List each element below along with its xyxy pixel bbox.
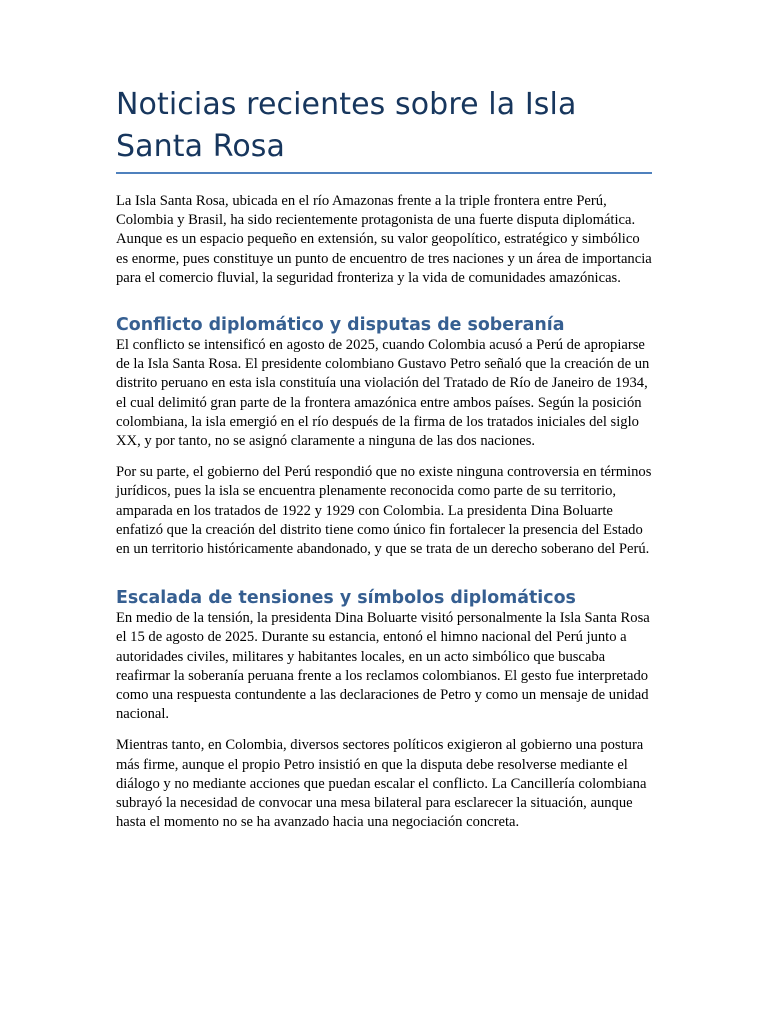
intro-paragraph: La Isla Santa Rosa, ubicada en el río Amazonas frente a la triple frontera entre Perú, Colombia y Brasil, ha sido recientemente protagonista de una fuerte disputa diplomática. Aunque es un espacio pequeño en extensión, su valor geopolítico, estratégico y simbólico es enorme, pues constituye un punto de encuentro de tres naciones y un área de importancia para el comercio fluvial, la seguridad fronteriza y la vida de comunidades amazónicas.: [116, 193, 652, 286]
section-paragraph: Mientras tanto, en Colombia, diversos sectores políticos exigieron al gobierno una postura más firme, aunque el propio Petro insistió en que la disputa debe resolverse mediante el diálogo y no mediante acciones que puedan escalar el conflicto. La Cancillería colombiana subrayó la necesidad de convocar una mesa bilateral para esclarecer la situación, aunque hasta el momento no se ha avanzado hacia una negociación concreta.: [116, 737, 647, 831]
section-paragraph: En medio de la tensión, la presidenta Dina Boluarte visitó personalmente la Isla Santa Rosa el 15 de agosto de 2025. Durante su estancia, entonó el himno nacional del Perú junto a autoridades civiles, militares y habitantes locales, en un acto simbólico que buscaba reafirmar la soberanía peruana frente a los reclamos colombianos. El gesto fue interpretado como una respuesta contundente a las declaraciones de Petro y como un mensaje de unidad nacional.: [116, 610, 650, 723]
section-paragraph: Por su parte, el gobierno del Perú respondió que no existe ninguna controversia en términos jurídicos, pues la isla se encuentra plenamente reconocida como parte de su territorio, amparada en los tratados de 1922 y 1929 con Colombia. La presidenta Dina Boluarte enfatizó que la creación del distrito tiene como único fin fortalecer la presencia del Estado en un territorio históricamente abandonado, y que se trata de un derecho soberano del Perú.: [116, 464, 652, 558]
section-heading-conflicto: Conflicto diplomático y disputas de soberanía: [116, 315, 565, 336]
document-title: Noticias recientes sobre la Isla Santa Rosa: [116, 84, 652, 174]
section-paragraph: El conflicto se intensificó en agosto de 2025, cuando Colombia acusó a Perú de apropiarse de la Isla Santa Rosa. El presidente colombiano Gustavo Petro señaló que la creación de un distrito peruano en esta isla constituía una violación del Tratado de Río de Janeiro de 1934, el cual delimitó gran parte de la frontera amazónica entre ambos países. Según la posición colombiana, la isla emergió en el río después de la firma de los tratados iniciales del siglo XX, y por tanto, no se asignó claramente a ninguna de las dos naciones.: [116, 337, 650, 450]
document-page: [116, 84, 652, 832]
section-heading-escalada: Escalada de tensiones y símbolos diplomáticos: [116, 588, 576, 609]
